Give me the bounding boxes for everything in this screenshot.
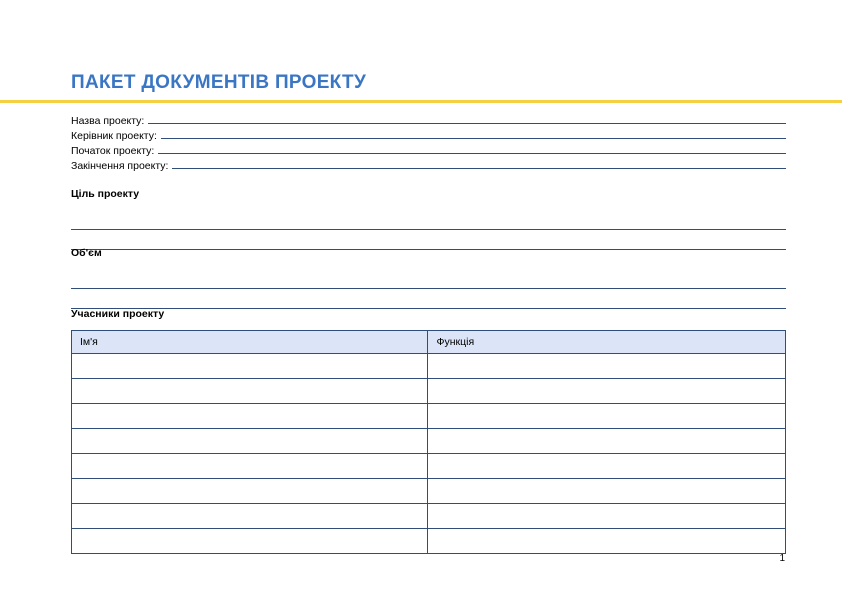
section-participants bbox=[71, 308, 786, 554]
cell-function[interactable] bbox=[428, 354, 786, 379]
cell-name[interactable] bbox=[72, 354, 428, 379]
cell-function[interactable] bbox=[428, 429, 786, 454]
field-label: Назва проекту: bbox=[71, 115, 145, 127]
section-scope bbox=[71, 247, 786, 309]
section-heading: Ціль проекту bbox=[71, 188, 140, 200]
table-row bbox=[72, 529, 786, 554]
cell-name[interactable] bbox=[72, 454, 428, 479]
writing-line[interactable] bbox=[71, 269, 786, 289]
page-title: ПАКЕТ ДОКУМЕНТІВ ПРОЕКТУ bbox=[71, 72, 367, 93]
table-row bbox=[72, 379, 786, 404]
project-fields bbox=[71, 112, 786, 172]
field-row bbox=[71, 112, 786, 127]
cell-name[interactable] bbox=[72, 504, 428, 529]
cell-function[interactable] bbox=[428, 504, 786, 529]
field-input-line[interactable] bbox=[172, 157, 786, 169]
cell-function[interactable] bbox=[428, 379, 786, 404]
field-input-line[interactable] bbox=[161, 127, 786, 139]
column-header-name: Ім'я bbox=[72, 331, 428, 354]
section-heading: Об'єм bbox=[71, 247, 102, 259]
table-header-row bbox=[72, 331, 786, 354]
field-label: Початок проекту: bbox=[71, 145, 155, 157]
table-row bbox=[72, 479, 786, 504]
participants-table bbox=[71, 330, 786, 554]
table-row bbox=[72, 429, 786, 454]
column-header-function: Функція bbox=[428, 331, 786, 354]
field-row bbox=[71, 127, 786, 142]
section-heading: Учасники проекту bbox=[71, 308, 165, 320]
field-label: Закінчення проекту: bbox=[71, 160, 169, 172]
page-number: 1 bbox=[779, 553, 785, 564]
table-row bbox=[72, 404, 786, 429]
table-row bbox=[72, 454, 786, 479]
cell-name[interactable] bbox=[72, 429, 428, 454]
cell-name[interactable] bbox=[72, 379, 428, 404]
field-input-line[interactable] bbox=[158, 142, 786, 154]
table-row bbox=[72, 354, 786, 379]
field-row bbox=[71, 157, 786, 172]
cell-name[interactable] bbox=[72, 404, 428, 429]
cell-function[interactable] bbox=[428, 529, 786, 554]
field-row bbox=[71, 142, 786, 157]
field-label: Керівник проекту: bbox=[71, 130, 157, 142]
table-row bbox=[72, 504, 786, 529]
cell-function[interactable] bbox=[428, 454, 786, 479]
writing-line[interactable] bbox=[71, 210, 786, 230]
cell-name[interactable] bbox=[72, 479, 428, 504]
field-input-line[interactable] bbox=[148, 112, 786, 124]
writing-line[interactable] bbox=[71, 289, 786, 309]
cell-function[interactable] bbox=[428, 479, 786, 504]
section-goal bbox=[71, 188, 786, 250]
cell-name[interactable] bbox=[72, 529, 428, 554]
cell-function[interactable] bbox=[428, 404, 786, 429]
title-divider bbox=[0, 100, 842, 103]
